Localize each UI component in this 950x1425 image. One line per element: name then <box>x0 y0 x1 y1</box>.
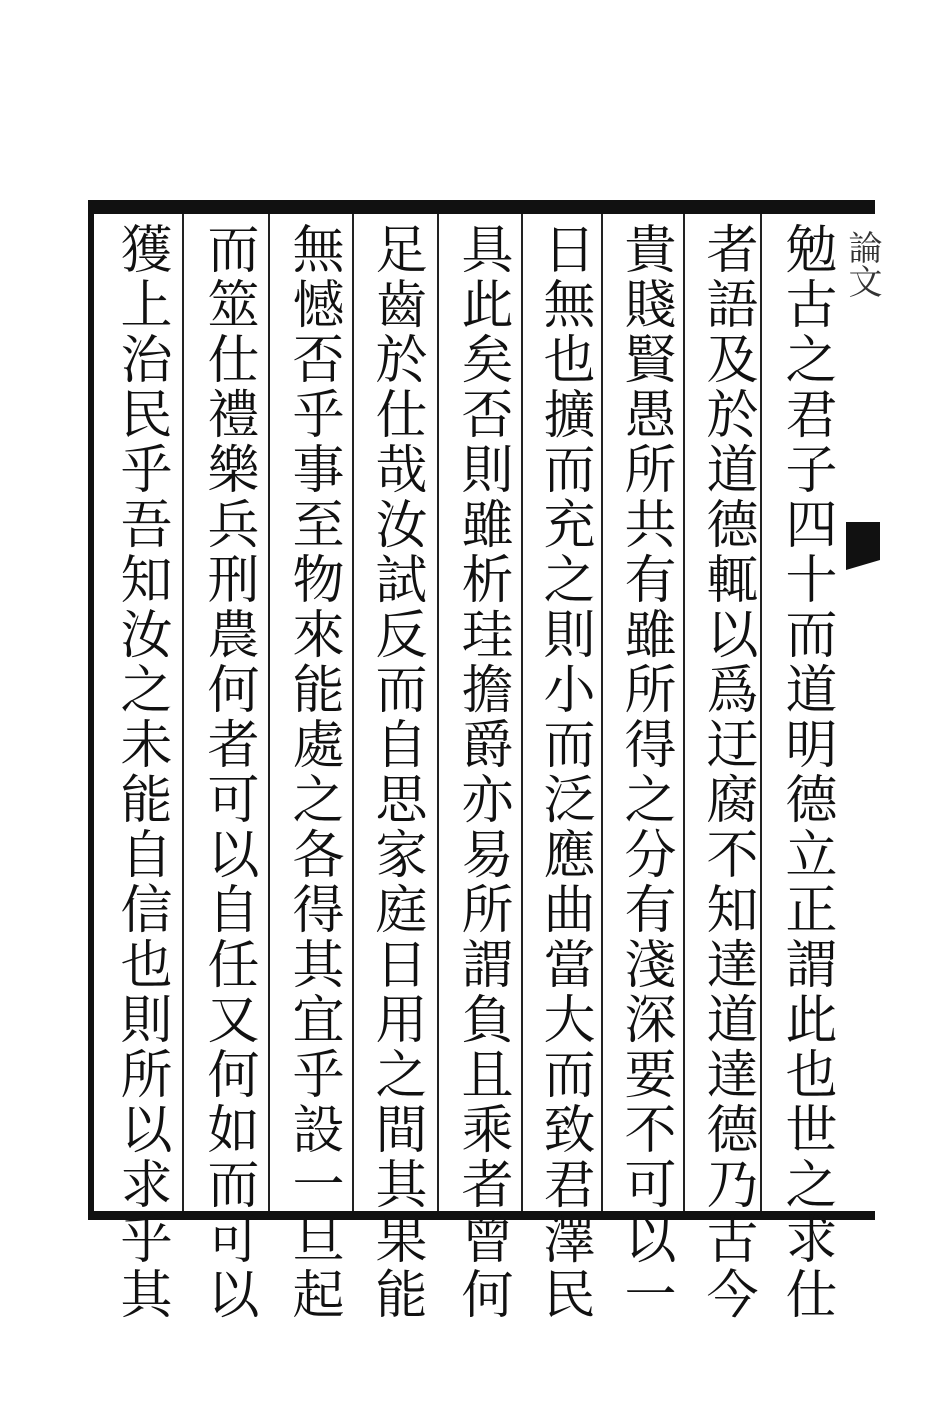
text-column-8 <box>191 222 265 1322</box>
column-rule <box>437 214 439 1211</box>
frame-top-border <box>88 200 875 214</box>
column-text: 足齒於仕哉汝試反而自思家庭日用之間其果能 <box>366 222 426 1322</box>
text-column-3 <box>608 222 682 1322</box>
column-text: 者語及於道德輒以爲迂腐不知達道達德乃古今 <box>697 222 757 1322</box>
margin-title <box>842 230 882 520</box>
column-rule <box>521 214 523 1211</box>
text-column-2 <box>690 222 764 1322</box>
margin-title-text: 論文 <box>842 230 882 298</box>
column-rule <box>182 214 184 1211</box>
column-text: 貴賤賢愚所共有雖所得之分有淺深要不可以一 <box>615 222 675 1322</box>
text-column-9 <box>104 222 178 1322</box>
text-column-5 <box>445 222 519 1322</box>
column-text: 而筮仕禮樂兵刑農何者可以自任又何如而可以 <box>198 222 258 1322</box>
text-column-4 <box>527 222 601 1322</box>
column-rule <box>352 214 354 1211</box>
text-column-7 <box>276 222 350 1322</box>
column-text: 獲上治民乎吾知汝之未能自信也則所以求乎其 <box>111 222 171 1322</box>
column-rule <box>683 214 685 1211</box>
fish-tail-mark-icon <box>846 522 880 570</box>
column-text: 日無也擴而充之則小而泛應曲當大而致君澤民 <box>534 222 594 1322</box>
column-text: 無憾否乎事至物來能處之各得其宜乎設一旦起 <box>283 222 343 1322</box>
column-text: 勉古之君子四十而道明德立正謂此也世之求仕 <box>776 222 836 1322</box>
text-column-6 <box>359 222 433 1322</box>
column-rule <box>601 214 603 1211</box>
text-column-1 <box>769 222 843 1322</box>
column-text: 具此矣否則雖析珪擔爵亦易所謂負且乘者曾何 <box>452 222 512 1322</box>
column-rule <box>268 214 270 1211</box>
frame-left-border <box>88 200 94 1220</box>
